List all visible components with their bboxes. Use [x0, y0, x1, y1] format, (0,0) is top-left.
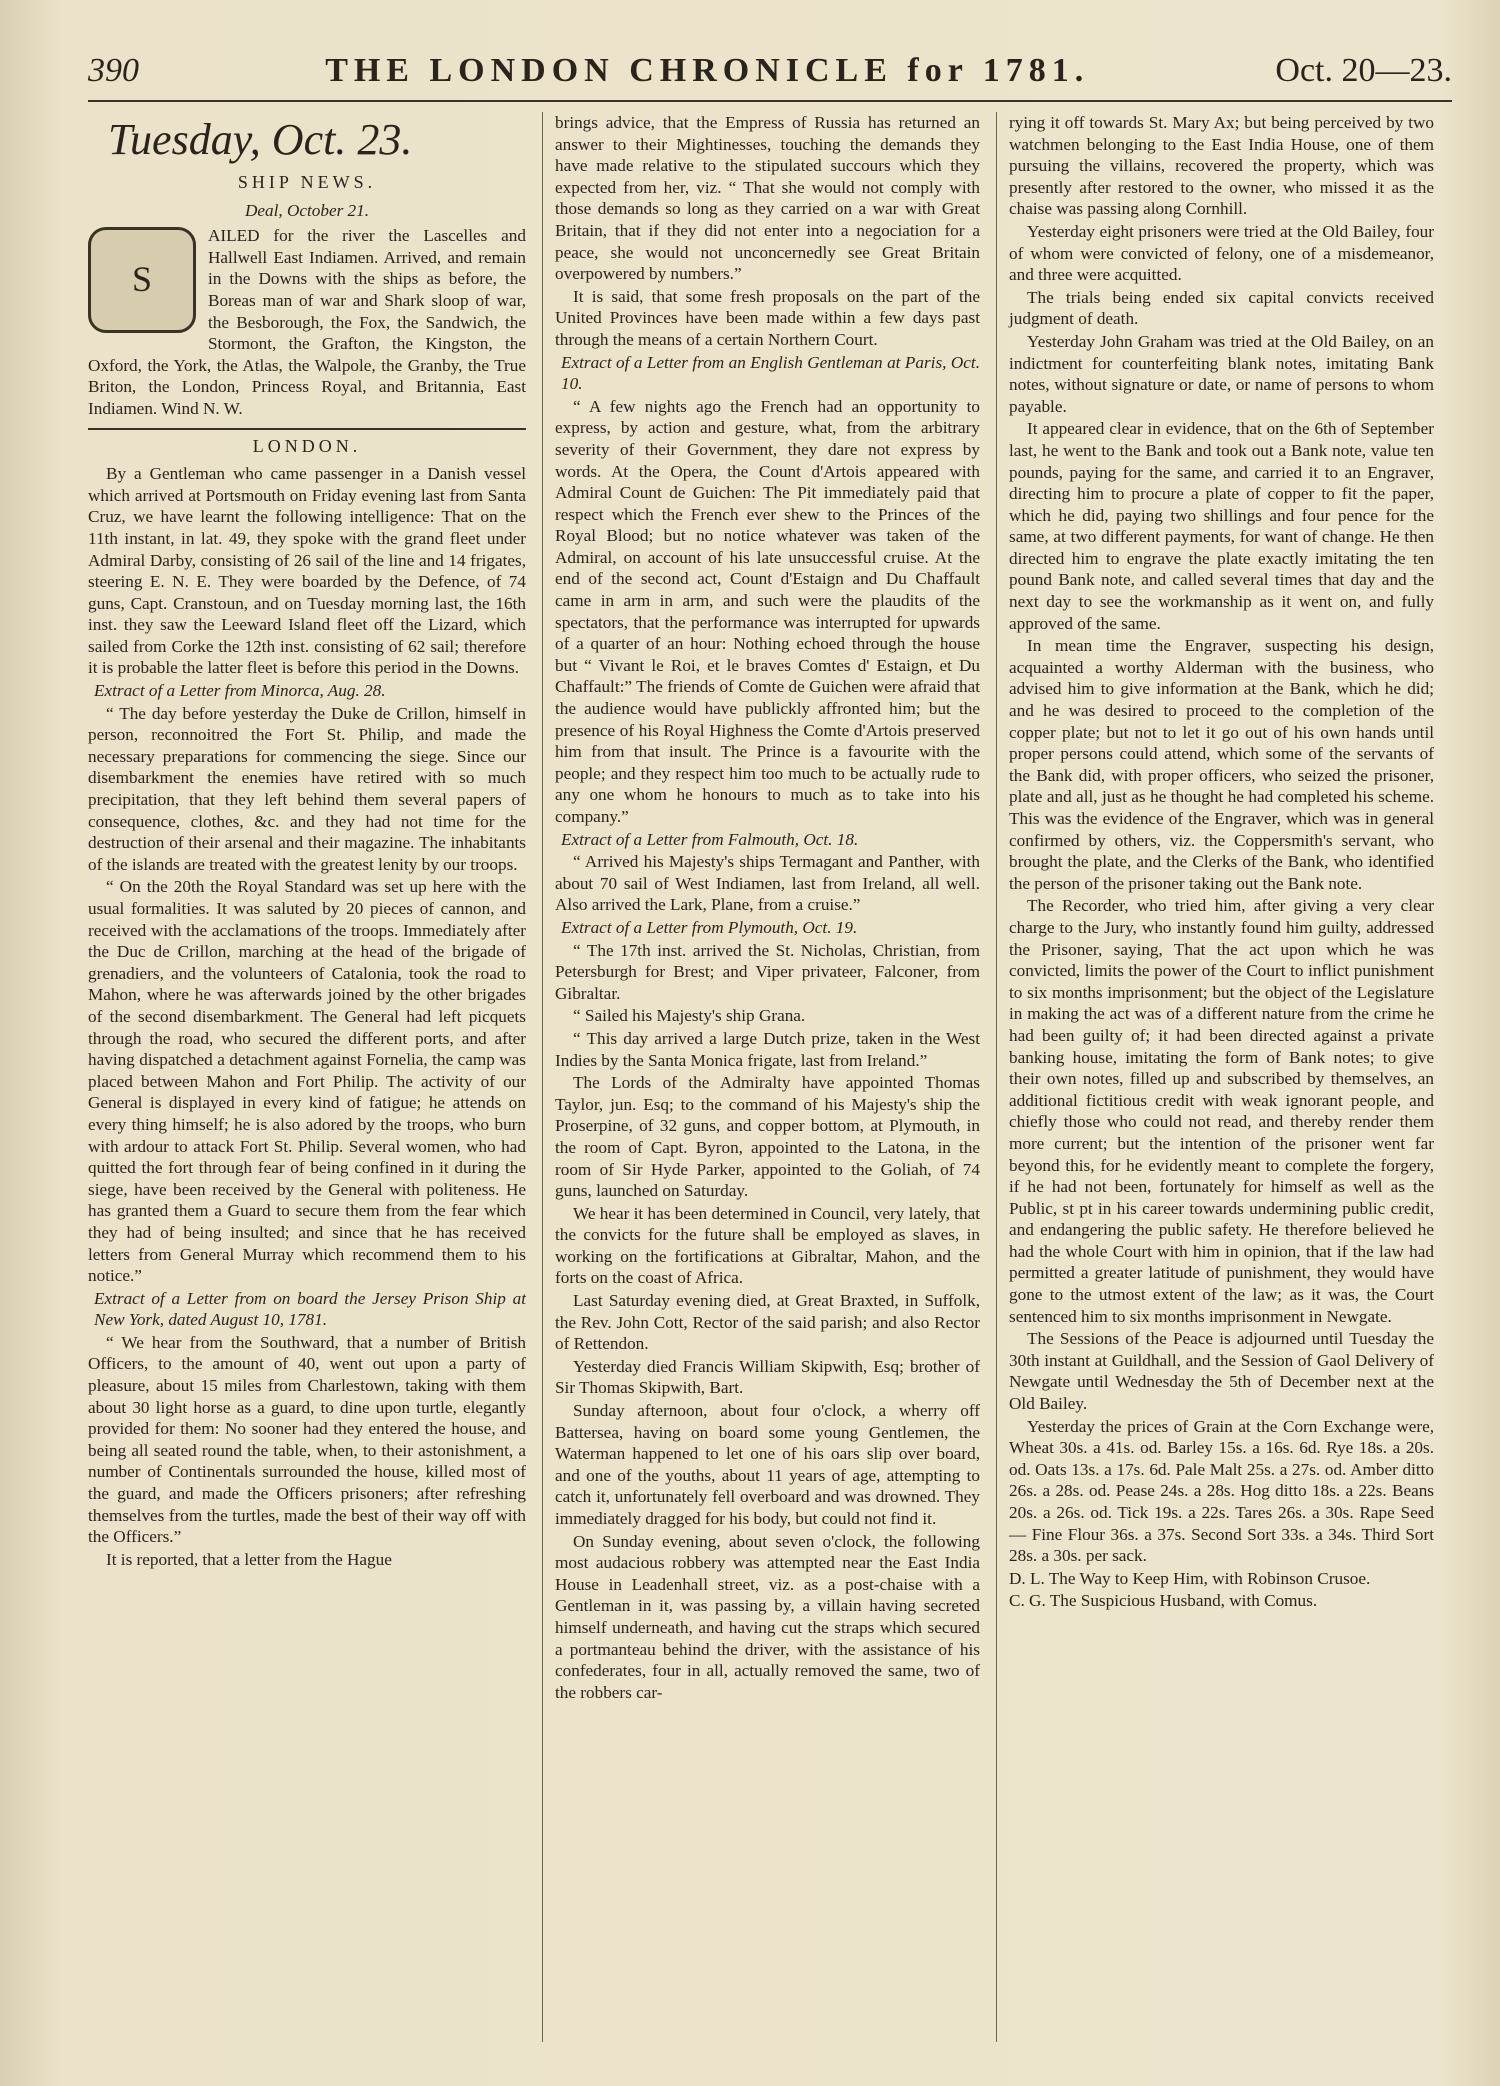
- columns: [88, 112, 1452, 2042]
- issue-date: Oct. 20—23.: [1275, 52, 1452, 89]
- article-paragraph: “ This day arrived a large Dutch prize, taken in the West Indies by the Santa Monica frigate, last from Ireland.”: [555, 1028, 980, 1070]
- extract-heading: Extract of a Letter from on board the Jersey Prison Ship at New York, dated August 10, 1781.: [94, 1288, 526, 1330]
- article-paragraph: Sunday afternoon, about four o'clock, a wherry off Battersea, having on board some young Gentlemen, the Waterman happened to let one of his oars slip over board, and one of the youths, about 11 years of age, attempting to catch it, unfortunately fell overboard and was drowned. They immediately dragged for his body, but could not find it.: [555, 1401, 980, 1528]
- ship-news-dateline: Deal, October 21.: [244, 200, 370, 220]
- extract-heading: Extract of a Letter from Plymouth, Oct. 19.: [561, 917, 858, 937]
- article-paragraph: “ The day before yesterday the Duke de Crillon, himself in person, reconnoitred the Fort St. Philip, and made the necessary preparations for commencing the siege. Since our disembarkment the enemies have retired with so much precipitation, that they left behind them several papers of consequence, clothes, &c. and they had not time for the destruction of their arsenal and their magazine. The inhabitants of the islands are treated with the greatest lenity by our troops.: [88, 703, 526, 874]
- extract-heading: Extract of a Letter from Minorca, Aug. 28.: [94, 681, 386, 701]
- article-paragraph: The Sessions of the Peace is adjourned until Tuesday the 30th instant at Guildhall, and the Session of Gaol Delivery of Newgate until Wednesday the 5th of December next at the Old Bailey.: [1009, 1329, 1434, 1414]
- article-paragraph: Yesterday John Graham was tried at the Old Bailey, on an indictment for counterfeiting blank notes, imitating Bank notes, without signature or date, or name of persons to whom payable.: [1009, 331, 1434, 416]
- article-paragraph: “ Sailed his Majesty's ship Grana.: [573, 1006, 806, 1026]
- article-paragraph: We hear it has been determined in Council, very lately, that the convicts for the future shall be employed as slaves, in working on the fortifications at Gibraltar, Mahon, and the forts on the coast of Africa.: [555, 1203, 980, 1288]
- column-1: [88, 112, 526, 2042]
- article-paragraph: “ The 17th inst. arrived the St. Nicholas, Christian, from Petersburgh for Brest; and Viper privateer, Falconer, from Gibraltar.: [555, 940, 980, 1003]
- ship-news-text: AILED for the river the Lascelles and Hallwell East Indiamen. Arrived, and remain in the Downs with the ships as before, the Boreas man of war and Shark sloop of war, the Besborough, the Fox, the Sandwich, the Stormont, the Grafton, the Kingston, the Oxford, the York, the Atlas, the Walpole, the Granby, the True Briton, the London, Princess Royal, and Britannia, East Indiamen. Wind N. W.: [88, 226, 526, 418]
- article-paragraph: rying it off towards St. Mary Ax; but being perceived by two watchmen belonging to the East India House, one of them pursuing the villains, recovered the property, which was presently after restored to the owner, who missed it as the chaise was passing along Cornhill.: [1009, 113, 1434, 219]
- page-number: 390: [88, 52, 139, 89]
- ornamental-initial: [88, 227, 200, 337]
- article-paragraph: “ We hear from the Southward, that a number of British Officers, to the amount of 40, went out upon a party of pleasure, about 15 miles from Charlestown, taking with them about 30 light horse as a guard, to dine upon turtle, elegantly provided for them: No sooner had they entered the house, and being all seated round the table, when, to their astonishment, a number of Continentals surrounded the house, killed most of the guard, and made the Officers prisoners; after refreshing themselves from the turtles, made the best of their way off with the Officers.”: [88, 1332, 526, 1547]
- dropcap-letter: S: [88, 227, 196, 333]
- article-paragraph: brings advice, that the Empress of Russia has returned an answer to their Mightinesses, touching the demands they have made relative to the stipulated succours which they expected from her, viz. “ That she would not comply with those demands so long as they carried on a war with Great Britain, that if they did not enter into a negociation for a peace, she would not unconcernedly see Great Britain overpowered by numbers.”: [555, 113, 980, 284]
- newspaper-title: THE LONDON CHRONICLE for 1781.: [325, 52, 1090, 89]
- article-paragraph: By a Gentleman who came passenger in a Danish vessel which arrived at Portsmouth on Friday evening last from Santa Cruz, we have learnt the following intelligence: That on the 11th instant, in lat. 49, they spoke with the grand fleet under Admiral Darby, consisting of 26 sail of the line and 14 frigates, steering E. N. E. They were boarded by the Defence, of 74 guns, Capt. Cranstoun, and on Tuesday morning last, the 16th inst. they saw the Leeward Island fleet off the Lizard, which sailed from Corke the 12th inst. consisting of 62 sail; therefore it is probable the latter fleet is before this period in the Downs.: [88, 464, 526, 678]
- column-2: [542, 112, 980, 2042]
- article-paragraph: The trials being ended six capital convicts received judgment of death.: [1009, 287, 1434, 329]
- article-paragraph: Yesterday died Francis William Skipwith, Esq; brother of Sir Thomas Skipwith, Bart.: [555, 1356, 980, 1398]
- article-paragraph: “ A few nights ago the French had an opportunity to express, by action and gesture, what, from the arbitrary severity of their Government, they dare not express by words. At the Opera, the Count d'Artois appeared with Admiral Count de Guichen: The Pit immediately paid that respect which the French ever shew to the Princes of the Royal Blood; but no notice whatever was taken of the Admiral, on account of his late unsuccessful cruise. At the end of the second act, Count d'Estaign and Du Chaffault came in arm in arm, and such were the plaudits of the spectators, that the performance was interrupted for upwards of a quarter of an hour: Nothing echoed through the house but “ Vivant le Roi, et le braves Comtes d' Estaign, et Du Chaffault:” The friends of Comte de Guichen were afraid that the audience would have publickly affronted him; but the presence of his Royal Highness the Comte d'Artois preserved him from that insult. The Prince is a favourite with the people; and they respect him too much to be actually rude to any one whom he honours to much as to take into his company.”: [555, 396, 980, 826]
- article-paragraph: The Recorder, who tried him, after giving a very clear charge to the Jury, who instantly found him guilty, addressed the Prisoner, saying, That the act upon which he was convicted, limits the power of the Court to inflict punishment to six months imprisonment; but the object of the Legislature in making the act was of a different nature from the crime he had been guilty of; it had been directed against a private banking house, imitating the form of Bank notes; to give their own notes, filled up and subscribed by themselves, an additional fictitious credit with weak ignorant people, and chiefly those who could not read, and thereby render them more current; but the intention of the prisoner went far beyond this, for he evidently meant to complete the forgery, if he had not been, fortunately for himself as well as the Public, st pt in his career towards undermining public credit, and endangering the public safety. He therefore believed he had the whole Court with him in opinion, that if the law had permitted a greater latitude of punishment, they would have gone to the utmost extent of the law; as it was, the Court sentenced him to six months imprisonment in Newgate.: [1009, 896, 1434, 1326]
- article-paragraph: “ On the 20th the Royal Standard was set up here with the usual formalities. It was saluted by 20 pieces of cannon, and received with the acclamations of the troops. Immediately after the Duc de Crillon, marching at the head of the brigade of grenadiers, and the volunteers of Catalonia, took the road to Mahon, where he was afterwards joined by the other brigades of the second disembarkment. The General had left picquets through the road, who secured the different ports, and after having dispatched a detachment against Fornelia, the camp was placed between Mahon and Fort Philip. The activity of our General is displayed in every kind of fatigue; he attends on every thing himself; he is also adored by the troops, who burn with ardour to attack Fort St. Philip. Several women, who had quitted the fort through fear of being confined in it during the siege, have been received by the General with politeness. He has granted them a Guard to secure them from the fear which they had of being insulted; and since that he has received letters from General Murray which recommend them to his notice.”: [88, 877, 526, 1286]
- article-paragraph: The Lords of the Admiralty have appointed Thomas Taylor, jun. Esq; to the command of his Majesty's ship the Proserpine, of 32 guns, and copper bottom, at Plymouth, in the room of Capt. Byron, appointed to the Latona, in the room of Sir Hyde Parker, appointed to the Goliah, of 74 guns, launched on Saturday.: [555, 1073, 980, 1201]
- extract-heading: Extract of a Letter from Falmouth, Oct. 18.: [561, 829, 859, 849]
- extract-heading: Extract of a Letter from an English Gentleman at Paris, Oct. 10.: [561, 352, 980, 394]
- column-3: [996, 112, 1434, 2042]
- masthead: [88, 52, 1452, 102]
- article-paragraph: In mean time the Engraver, suspecting his design, acquainted a worthy Alderman with the business, who advised him to give information at the Bank, which he did; and he was desired to proceed to the completion of the copper plate; but not to let it go out of his own hands until proper persons could attend, which some of the servants of the Bank did, with proper officers, who seized the prisoner, plate and all, just as he thought he had completed his scheme. This was the evidence of the Engraver, which was in general confirmed by others, viz. the Coppersmith's servant, who brought the plate, and the Clerks of the Bank, who identified the person of the prisoner taking out the Bank note.: [1009, 636, 1434, 893]
- article-paragraph: It appeared clear in evidence, that on the 6th of September last, he went to the Bank and took out a Bank note, value ten pounds, paying for the same, and carried it to an Engraver, directing him to procure a plate of copper to fit the paper, which he did, paying two shillings and four pence for the same, at two different payments, for want of change. He then directed him to engrave the plate exactly imitating the ten pound Bank note, and called several times that day and the next day to see the workmanship as it went on, and fully approved of the same.: [1009, 419, 1434, 633]
- day-title: Tuesday, Oct. 23.: [108, 115, 413, 164]
- article-paragraph: “ Arrived his Majesty's ships Termagant and Panther, with about 70 sail of West Indiamen, last from Ireland, all well. Also arrived the Lark, Plane, from a cruise.”: [555, 852, 980, 915]
- article-paragraph: It is said, that some fresh proposals on the part of the United Provinces have been made within a few days past through the means of a certain Northern Court.: [555, 286, 980, 349]
- theatre-listing: D. L. The Way to Keep Him, with Robinson Crusoe.: [1009, 1568, 1371, 1588]
- article-paragraph: On Sunday evening, about seven o'clock, the following most audacious robbery was attempted near the East India House in Leadenhall street, viz. as a post-chaise with a Gentleman in it, was passing by, a villain having secreted himself underneath, and having cut the straps which secured a portmanteau behind the driver, with the assistance of his confederates, four in all, actually removed the same, two of the robbers car-: [555, 1531, 980, 1702]
- london-heading: LONDON.: [88, 428, 526, 458]
- ship-news-heading: SHIP NEWS.: [237, 172, 377, 192]
- theatre-listing: C. G. The Suspicious Husband, with Comus.: [1009, 1591, 1318, 1611]
- article-paragraph: Last Saturday evening died, at Great Braxted, in Suffolk, the Rev. John Cott, Rector of the said parish; and also Rector of Rettendon.: [555, 1291, 980, 1354]
- grain-prices: Yesterday the prices of Grain at the Corn Exchange were, Wheat 30s. a 41s. od. Barley 15s. a 16s. 6d. Rye 18s. a 20s. od. Oats 13s. a 17s. 6d. Pale Malt 25s. a 27s. od. Amber ditto 26s. a 28s. od. Pease 24s. a 28s. Hog ditto 18s. a 22s. Beans 20s. a 26s. od. Tick 19s. a 22s. Tares 26s. a 30s. Rape Seed — Fine Flour 36s. a 37s. Second Sort 33s. a 34s. Third Sort 28s. a 30s. per sack.: [1009, 1416, 1434, 1566]
- article-paragraph: Yesterday eight prisoners were tried at the Old Bailey, four of whom were convicted of felony, one of a misdemeanor, and three were acquitted.: [1009, 221, 1434, 285]
- article-paragraph: It is reported, that a letter from the Hague: [106, 1549, 392, 1569]
